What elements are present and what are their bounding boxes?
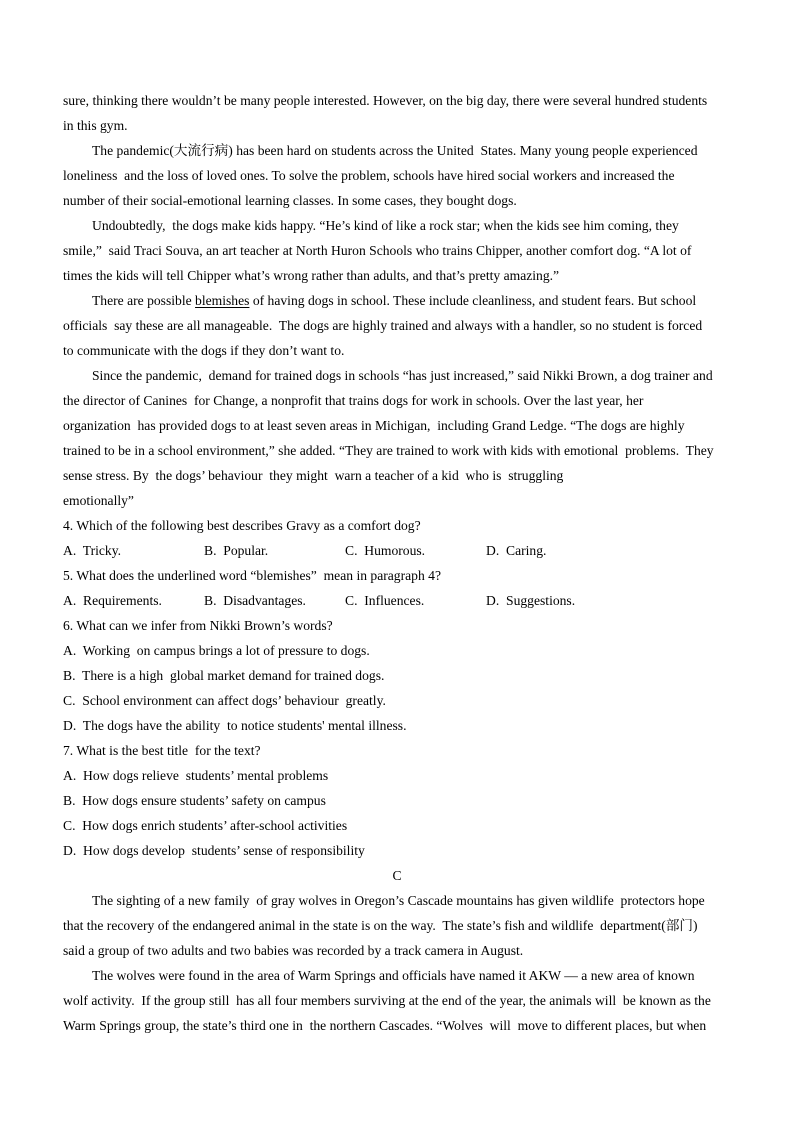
text-line: said a group of two adults and two babies was recorded by a track camera in August. — [63, 943, 524, 958]
text-line: that the recovery of the endangered animal in the state is on the way. The state’s fish and wildlife department(部门) — [63, 918, 698, 933]
option-d[interactable]: D. How dogs develop students’ sense of responsibility — [63, 843, 365, 858]
text-line: trained to be in a school environment,” she added. “They are trained to work with kids with emotional problems. They — [63, 443, 714, 458]
text-line: the director of Canines for Change, a nonprofit that trains dogs for work in schools. Over the last year, her — [63, 393, 644, 408]
option-a[interactable]: A. Requirements. — [63, 593, 162, 608]
text-line: times the kids will tell Chipper what’s wrong rather than adults, and that’s pretty amazing.” — [63, 268, 560, 283]
text-line: Since the pandemic, demand for trained dogs in schools “has just increased,” said Nikki Brown, a dog trainer and — [92, 368, 713, 383]
text-line: in this gym. — [63, 118, 128, 133]
question-options — [63, 538, 731, 563]
option-c[interactable]: C. School environment can affect dogs’ behaviour greatly. — [63, 693, 386, 708]
text-segment: There are possible — [92, 293, 196, 308]
text-line: wolf activity. If the group still has all four members surviving at the end of the year, the animals will be known as the — [63, 993, 711, 1008]
option-b[interactable]: B. How dogs ensure students’ safety on campus — [63, 793, 326, 808]
option-c[interactable]: C. Influences. — [345, 593, 425, 608]
text-line: to communicate with the dogs if they don’t want to. — [63, 343, 345, 358]
text-line: The pandemic(大流行病) has been hard on students across the United States. Many young people experienced — [92, 143, 698, 158]
text-line: Undoubtedly, the dogs make kids happy. “He’s kind of like a rock star; when the kids see him coming, they — [92, 218, 679, 233]
question-options — [63, 588, 731, 613]
option-d[interactable]: D. Suggestions. — [486, 593, 576, 608]
section-heading: C — [392, 868, 402, 883]
option-d[interactable]: D. The dogs have the ability to notice students' mental illness. — [63, 718, 407, 733]
underlined-word: blemishes — [195, 293, 250, 308]
question-stem: 7. What is the best title for the text? — [63, 743, 261, 758]
option-b[interactable]: B. Disadvantages. — [204, 593, 306, 608]
text-line: sure, thinking there wouldn’t be many people interested. However, on the big day, there were several hundred students — [63, 93, 708, 108]
paragraph-4-first-line — [63, 288, 731, 313]
option-d[interactable]: D. Caring. — [486, 543, 547, 558]
document-page — [63, 88, 731, 1038]
text-line: loneliness and the loss of loved ones. To solve the problem, schools have hired social workers and increased the — [63, 168, 675, 183]
text-line: organization has provided dogs to at least seven areas in Michigan, including Grand Ledge. “The dogs are highly — [63, 418, 685, 433]
option-b[interactable]: B. Popular. — [204, 543, 269, 558]
text-line: The wolves were found in the area of Warm Springs and officials have named it AKW — a new area of known — [92, 968, 695, 983]
option-a[interactable]: A. Working on campus brings a lot of pressure to dogs. — [63, 643, 370, 658]
question-stem: 6. What can we infer from Nikki Brown’s words? — [63, 618, 333, 633]
question-stem: 5. What does the underlined word “blemishes” mean in paragraph 4? — [63, 568, 441, 583]
text-line: Warm Springs group, the state’s third one in the northern Cascades. “Wolves will move to different places, but when — [63, 1018, 707, 1033]
option-a[interactable]: A. Tricky. — [63, 543, 122, 558]
text-line: sense stress. By the dogs’ behaviour they might warn a teacher of a kid who is struggling — [63, 468, 564, 483]
text-line: number of their social-emotional learning classes. In some cases, they bought dogs. — [63, 193, 517, 208]
option-c[interactable]: C. How dogs enrich students’ after-school activities — [63, 818, 348, 833]
option-c[interactable]: C. Humorous. — [345, 543, 426, 558]
option-a[interactable]: A. How dogs relieve students’ mental problems — [63, 768, 329, 783]
text-line: emotionally” — [63, 493, 134, 508]
text-line: officials say these are all manageable. The dogs are highly trained and always with a handler, so no student is forced — [63, 318, 703, 333]
text-line: smile,” said Traci Souva, an art teacher at North Huron Schools who trains Chipper, another comfort dog. “A lot of — [63, 243, 692, 258]
question-stem: 4. Which of the following best describes Gravy as a comfort dog? — [63, 518, 421, 533]
option-b[interactable]: B. There is a high global market demand for trained dogs. — [63, 668, 385, 683]
text-segment: of having dogs in school. These include cleanliness, and student fears. But school — [249, 293, 697, 308]
text-line: The sighting of a new family of gray wolves in Oregon’s Cascade mountains has given wildlife protectors hope — [92, 893, 705, 908]
